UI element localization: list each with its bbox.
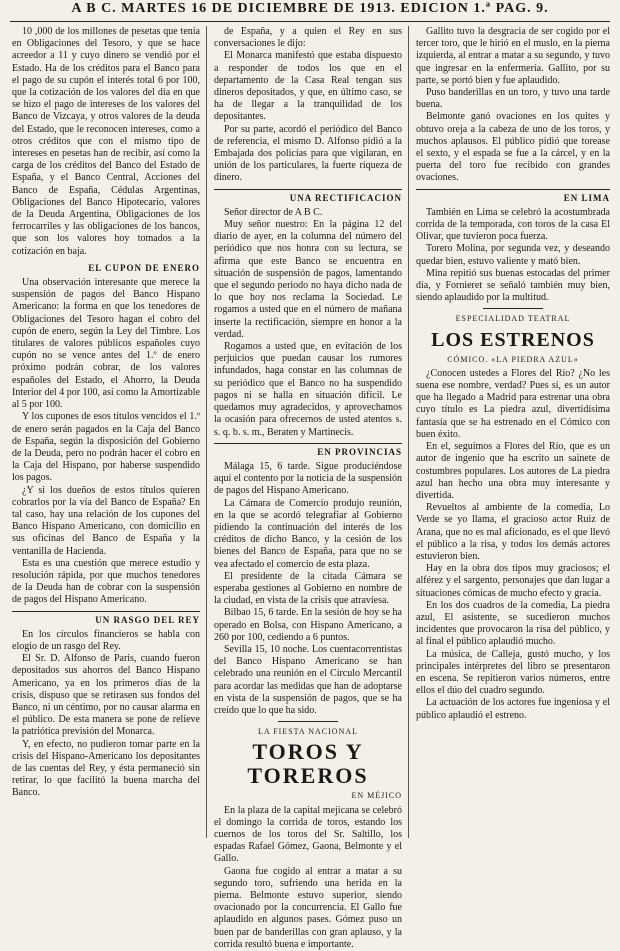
section-heading: UNA RECTIFICACION	[214, 189, 402, 204]
article-paragraph: Bilbao 15, 6 tarde. En la sesión de hoy se ha operado en Bolsa, con Hispano Americano, a 260 por 100, cediendo a 6 puntos.	[214, 607, 402, 643]
section-kicker: LA FIESTA NACIONAL	[257, 727, 359, 737]
article-paragraph: Revueltos al ambiente de la comedia, Lo Verde se yo llama, el gracioso actor Ruiz de Arana, que no es mal aficionado, es el que llevó el público a la risa, y todos los demás actores estuvieron bien.	[416, 502, 610, 562]
article-paragraph: ¿Y si los dueños de estos títulos quieren cobrarlos por la vía del Banco de España? En tal caso, hay una relación de los cupones del Banco Hispano Americano, con domicilio en sus oficinas del Banco de España y la ventanilla de Hacienda.	[12, 484, 200, 557]
article-paragraph: Esta es una cuestión que merece estudio y resolución rápida, por que muchos tenedores de la Deuda han de cobrar con la suspensión de pagos del Hispano Americano.	[12, 557, 200, 606]
article-paragraph: Gallito tuvo la desgracia de ser cogido por el tercer toro, que le hirió en el muslo, en la pierna izquierda, al entrar a matar a su segundo, y tuvo que ingresar en la enfermería. Gallito, por su parte, se portó bien y fue aplaudido.	[416, 26, 610, 86]
article-paragraph: Y los cupones de esos títulos vencidos el 1.º de enero serán pagados en la Caja del Banco de España, según la disposición del Gobierno de la Deuda, pero no podrán hacer el cobro en la Caja del Hispano, por haberse suspendido los pagos.	[12, 411, 200, 484]
column-1	[12, 26, 200, 838]
article-paragraph: Señor director de A B C.	[224, 206, 323, 218]
section-heading: EL CUPON DE ENERO	[88, 262, 200, 273]
article-paragraph: Por su parte, acordó el periódico del Banco de referencia, el mismo D. Alfonso pidió a la Embajada dos policías para que vigilaran, en unión de los particulares, la fuerte riqueza de dinero.	[214, 123, 402, 184]
article-paragraph: Puso banderillas en un toro, y tuvo una tarde buena.	[416, 87, 610, 111]
section-heading: EN PROVINCIAS	[214, 443, 402, 458]
article-paragraph: En el, seguimos a Flores del Río, que es un autor de ingenio que ha escrito un sainete de costumbres populares. Los autores de La piedra azul han hecho una obra muy interesante y divertida.	[416, 441, 610, 501]
article-paragraph: de España, y a quien el Rey en sus conversaciones le dijo:	[214, 26, 402, 50]
article-paragraph: Sevilla 15, 10 noche. Los cuentacorrentistas del Banco Hispano Americano se han celebrado una reunión en el Círculo Mercantil para acordar las medidas que han de adoptarse en vista de la suspensión de pagos, que se ha creído que lo que ha sido.	[214, 643, 402, 716]
article-paragraph: El Monarca manifestó que estaba dispuesto a responder de todos los que en el departamento de la Casa Real tengan sus dineros depositados, y que, en último caso, se ha de llegar a la tranquilidad de los depositantes.	[214, 50, 402, 123]
article-paragraph: En la plaza de la capital mejicana se celebró el domingo la corrida de toros, estando los cuernos de los toros del Sr. Saltillo, los espadas Rafael Gómez, Gaona, Belmonte y el Gallo.	[214, 804, 402, 865]
article-paragraph: La Cámara de Comercio produjo reunión, en la que se acordó telegrafiar al Gobierno pidiendo la continuación del interés de los créditos de dicho Banco, y la cesión de los bienes del Banco de España, para que no se vea afectado el comercio de esta plaza.	[214, 497, 402, 570]
column-divider	[408, 26, 409, 838]
article-paragraph: Hay en la obra dos tipos muy graciosos; el alférez y el sargento, personajes que dan lugar a situaciones cómicas de mucho efecto y gracia.	[416, 563, 610, 599]
article-paragraph: El presidente de la citada Cámara se esperaba gestiones al Gobierno en nombre de la ciudad, en vista de la crisis que atraviesa.	[214, 570, 402, 607]
article-paragraph: El Sr. D. Alfonso de Paris, cuando fueron depositados sus ahorros del Banco Hispano Americano, ya en los primeros días de la crisis, dispuso que se retirasen sus fondos del Banco, ni un céntimo, por no causar alarma en el público. De esta manera se pone de relieve la patriótica previsión del Monarca.	[12, 653, 200, 738]
section-heading: EN LIMA	[416, 189, 610, 204]
column-3	[416, 26, 610, 838]
page-header: A B C. MARTES 16 DE DICIEMBRE DE 1913. EDICION 1.ª PAG. 9.	[10, 1, 610, 22]
article-paragraph: En los dos cuadros de la comedia, La piedra azul, El asistente, se sucedieron muchos incidentes que provocaron la risa del público, y al final el público aplaudió mucho.	[416, 599, 610, 648]
article-paragraph: 10 ,000 de los millones de pesetas que tenía en Obligaciones del Tesoro, y que se hace acreedor a 11 y cuyo dinero se vendió por el Estado. Ha de los créditos para el Banco para el pago de su cupón el interés total 6 por 100, que la cotización de los valores del día en que se hizo el pago de intereses de los valores del Banco de Vizcaya, y otros valores de la deuda del Estado, que le reconocen intereses, como a otros créditos que con el mismo tipo de intereses en pesetas han de recibir, así como la carga de los créditos del Banco del Estado de España, y el Banco Central, Acciones del Banco de España, Cédulas Argentinas, Obligaciones del Banco Hipotecario, valores de la Deuda Argentina, Obligaciones de los ferrocarriles y las obligaciones de los bancos, que son los valores hoy tomados a la cotización en baja.	[12, 26, 200, 257]
article-paragraph: Málaga 15, 6 tarde. Sigue produciéndose aquí el contento por la noticia de la suspensión de pagos del Hispano Americano.	[214, 460, 402, 497]
article-paragraph: Una observación interesante que merece la suspensión de pagos del Banco Hispano Americano: la forma en que los tenedores de Obligaciones del Tesoro hagan el cobro del cupón de enero, según la Ley del Timbre. Los titulares de valores públicos españoles cuyo cupón no se vence antes del 1.º de enero próximo podrán cobrar, de los valores españoles del Estado, el Ahorro, la Deuda Interior del 4 por 100, así como la Amortizable al 5 por 100.	[12, 277, 201, 411]
article-paragraph: Gaona fue cogido al entrar a matar a su segundo toro, sufriendo una herida en la pierna. Belmonte estuvo superior, siendo ovacionado por la concurrencia. El Gallo fue aplaudido en algunos pases. Gómez puso un buen par de banderillas con gran aplauso, y la corrida resultó buena e importante.	[214, 865, 402, 950]
article-paragraph: También en Lima se celebró la acostumbrada corrida de la temporada, con toros de la casa El Olivar, que tuvieron poca fuerza.	[416, 206, 610, 243]
headline: TOROS Y TOREROS	[247, 739, 369, 789]
article-paragraph: La actuación de los actores fue ingeniosa y el público aplaudió el estreno.	[416, 697, 610, 721]
divider	[278, 721, 338, 722]
article-paragraph: Muy señor nuestro: En la página 12 del diario de ayer, en la columna del número del periódico que nos honra con su lectura, se afirma que este Banco se encuentra en situación de suspensión de pagos, lamentando que el segundo periodo no haya dicho nada de lo que hoy nos reclama la Sociedad. Le rogamos a usted que en el número de mañana inserte la rectificación, siempre en honor a la verdad.	[214, 219, 402, 340]
article-paragraph: En los círculos financieros se habla con elogio de un rasgo del Rey.	[12, 628, 200, 652]
column-2	[214, 26, 402, 950]
article-paragraph: Rogamos a usted que, en evitación de los perjuicios que puedan causar los rumores infundados, haga constar en las columnas de su periódico que el Banco no ha suspendido pagos ni se halla en situación difícil. Le quedamos muy agradecidos, y aprovechamos la ocasión para ofrecernos de usted atentos s. s. q. b. s. m., Beraten y Martinecis.	[214, 341, 402, 438]
article-paragraph: La música, de Calleja, gustó mucho, y los principales intérpretes del libro se presentaron en escena. Se repitieron varios números, entre ellos el dúo del cuadro segundo.	[416, 648, 610, 697]
article-paragraph: Mina repitió sus buenas estocadas del primer día, y Fornieret se señaló también muy bien, siendo aplaudido por la multitud.	[416, 267, 610, 304]
section-heading: UN RASGO DEL REY	[12, 611, 200, 626]
subheading: EN MÉJICO	[351, 791, 402, 801]
article-paragraph: Torero Molina, por segunda vez, y deseando quedar bien, estuvo valiente y mató bien.	[416, 243, 610, 267]
article-paragraph: ¿Conocen ustedes a Flores del Río? ¿No les suena ese nombre, verdad? Pues sí, es un autor que ha llegado a Madrid para estrenar una obra cuyo título es La piedra azul, divertidísima fantasía que se ha estrenado en el Cómico con buen éxito.	[416, 367, 610, 440]
article-paragraph: Belmonte ganó ovaciones en los quites y obtuvo oreja a la cabeza de uno de los toros, y muchos aplausos. El público pidió que torease el sexto, y el espada se fue a la cárcel, y en la puerta del toro fue recibido con grandes ovaciones.	[416, 111, 610, 184]
subheading: CÓMICO. «LA PIEDRA AZUL»	[447, 354, 579, 364]
section-kicker: ESPECIALIDAD TEATRAL	[455, 314, 571, 324]
column-divider	[206, 26, 207, 838]
headline: LOS ESTRENOS	[431, 328, 595, 351]
divider	[483, 308, 543, 309]
article-paragraph: Y, en efecto, no pudieron tomar parte en la crisis del Hispano-Americano los depositantes de las cuentas del Rey, y ésta permaneció sin retirar, lo que facilitó la buena marcha del Banco.	[12, 738, 200, 799]
